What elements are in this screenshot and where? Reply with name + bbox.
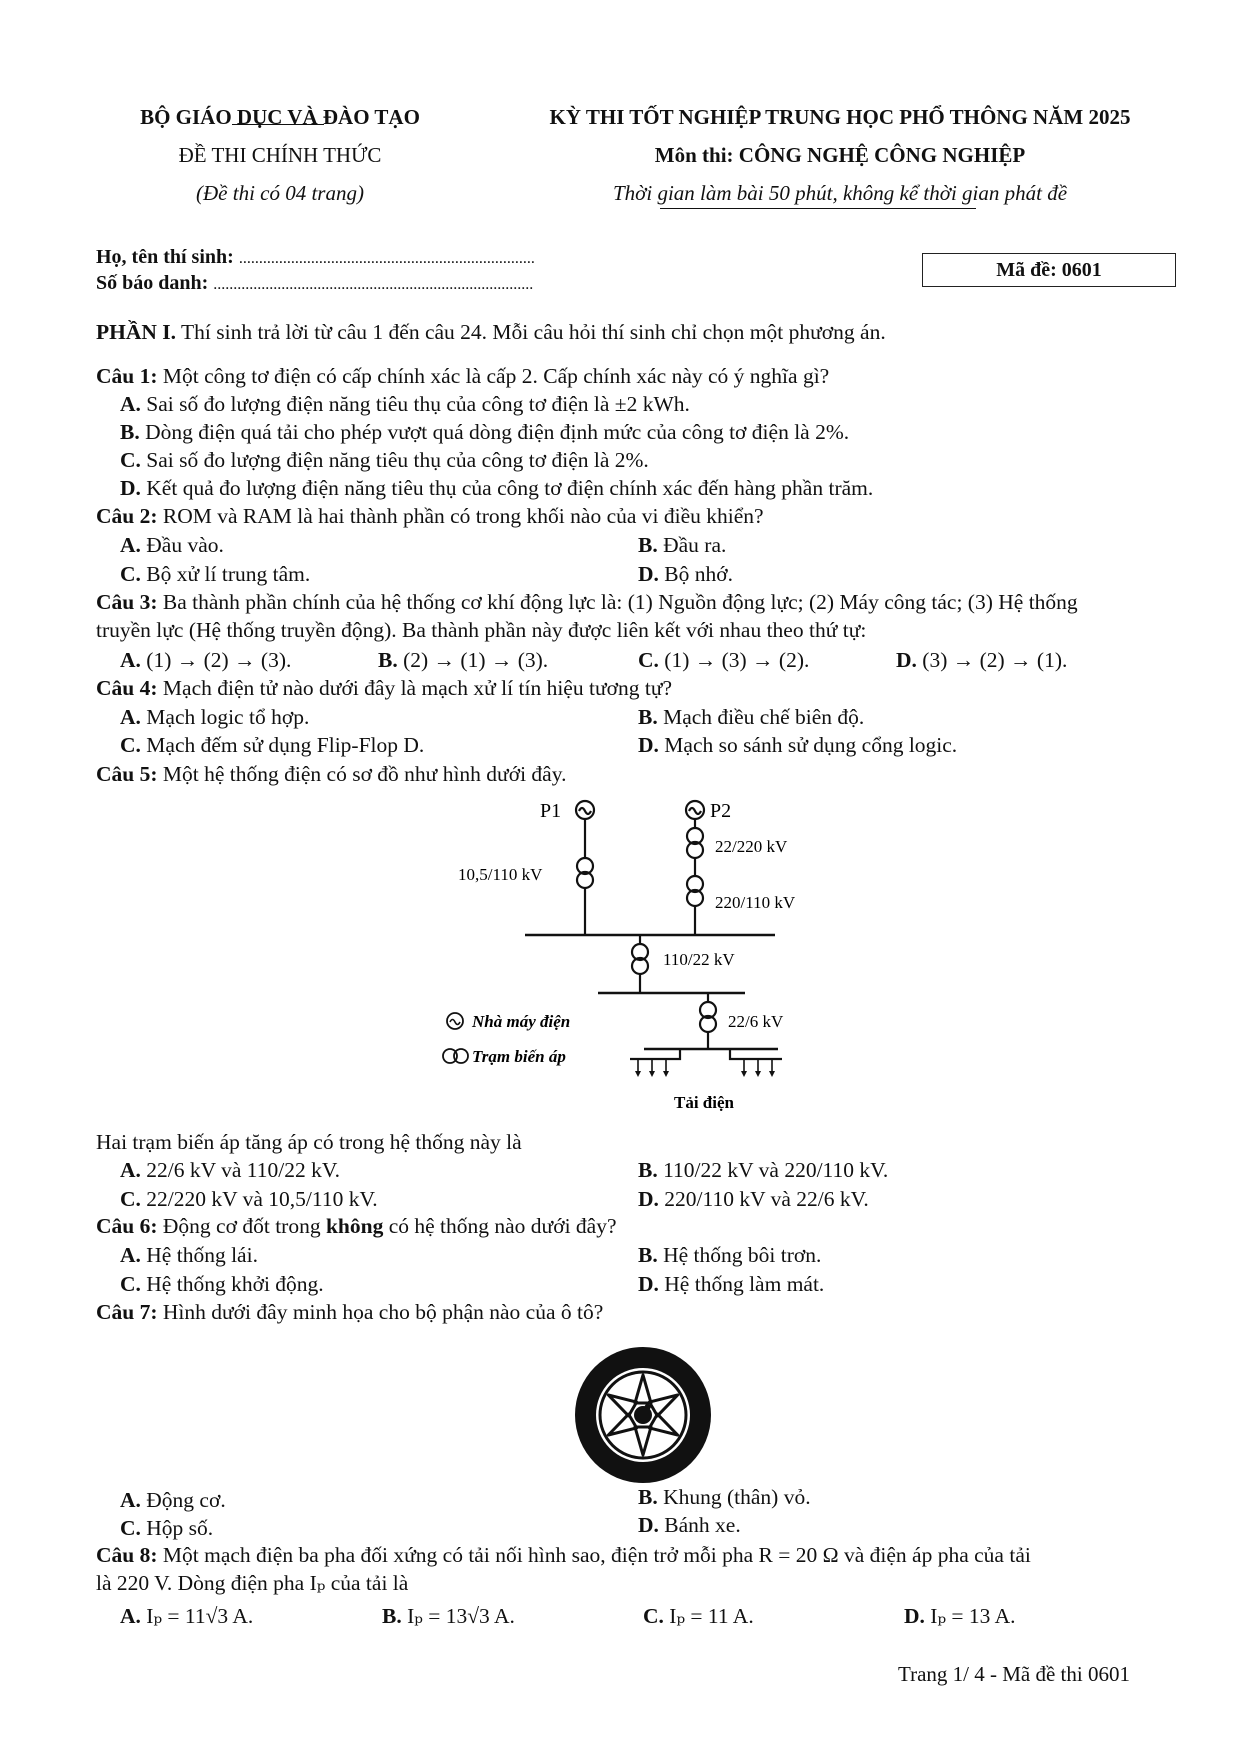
- section-instruction: Thí sinh trả lời từ câu 1 đến câu 24. Mỗi câu hỏi thí sinh chỉ chọn một phương án.: [181, 320, 886, 344]
- option-text: Iₚ = 13 A.: [930, 1604, 1016, 1628]
- q4-option-b[interactable]: [638, 705, 864, 730]
- t3-label: 220/110 kV: [715, 893, 796, 912]
- option-key: A.: [120, 1488, 141, 1512]
- question-text: Mạch điện tử nào dưới đây là mạch xử lí tín hiệu tương tự?: [162, 676, 673, 700]
- option-key: C.: [120, 733, 141, 757]
- option-text: Mạch logic tổ hợp.: [146, 705, 310, 729]
- question-text: Ba thành phần chính của hệ thống cơ khí động lực là: (1) Nguồn động lực; (2) Máy công tác; (3) Hệ thống: [162, 590, 1078, 614]
- p2-label: P2: [710, 800, 732, 822]
- option-key: A.: [120, 1243, 141, 1267]
- option-key: D.: [120, 476, 141, 500]
- candidate-name-row: [96, 246, 535, 269]
- option-text: (2) → (1) → (3).: [403, 648, 549, 672]
- q1-option-a[interactable]: [120, 392, 690, 417]
- option-text: Bánh xe.: [664, 1513, 741, 1537]
- header-right: [490, 98, 1190, 212]
- option-text: Đầu vào.: [146, 533, 224, 557]
- option-text: Khung (thân) vỏ.: [663, 1485, 811, 1509]
- option-key: C.: [120, 448, 141, 472]
- q1-option-d[interactable]: [120, 476, 873, 501]
- question-number: Câu 1:: [96, 364, 158, 388]
- page-footer: Trang 1/ 4 - Mã đề thi 0601: [898, 1662, 1130, 1686]
- option-text: Sai số đo lượng điện năng tiêu thụ của công tơ điện là ±2 kWh.: [146, 392, 690, 416]
- candidate-id-label: Số báo danh:: [96, 272, 209, 294]
- question-1: [96, 364, 829, 389]
- section-heading: [96, 320, 886, 345]
- q2-option-a[interactable]: [120, 533, 224, 558]
- option-key: A.: [120, 533, 141, 557]
- q6-option-c[interactable]: [120, 1272, 324, 1297]
- q3-option-c[interactable]: [638, 648, 809, 673]
- p1-label: P1: [540, 800, 562, 822]
- question-text: Một công tơ điện có cấp chính xác là cấp 2. Cấp chính xác này có ý nghĩa gì?: [162, 364, 830, 388]
- option-key: B.: [638, 1243, 658, 1267]
- option-key: B.: [638, 705, 658, 729]
- option-text: Hệ thống làm mát.: [664, 1272, 825, 1296]
- ministry-name: BỘ GIÁO DỤC VÀ ĐÀO TẠO: [140, 105, 420, 129]
- option-text: Dòng điện quá tải cho phép vượt quá dòng điện định mức của công tơ điện là 2%.: [145, 420, 850, 444]
- option-text: Bộ nhớ.: [664, 562, 733, 586]
- q5-option-c[interactable]: [120, 1187, 378, 1212]
- ministry-underline: [232, 124, 324, 125]
- q4-option-d[interactable]: [638, 733, 957, 758]
- option-text: Iₚ = 11√3 A.: [146, 1604, 254, 1628]
- option-key: D.: [638, 1513, 659, 1537]
- wheel-image: [573, 1345, 713, 1485]
- option-key: A.: [120, 1604, 141, 1628]
- question-number: Câu 8:: [96, 1543, 158, 1567]
- q3-option-d[interactable]: [896, 648, 1067, 673]
- section-label: PHẦN I.: [96, 320, 177, 344]
- option-key: A.: [120, 648, 141, 672]
- question-7: [96, 1300, 603, 1325]
- option-text: Kết quả đo lượng điện năng tiêu thụ của công tơ điện chính xác đến hàng phần trăm.: [146, 476, 874, 500]
- option-key: B.: [120, 420, 140, 444]
- question-2: [96, 504, 764, 529]
- option-text: 110/22 kV và 220/110 kV.: [663, 1158, 889, 1182]
- q7-option-b[interactable]: [638, 1485, 811, 1510]
- question-8-line2: là 220 V. Dòng điện pha Iₚ của tải là: [96, 1571, 409, 1595]
- q1-option-b[interactable]: [120, 420, 849, 445]
- option-key: C.: [120, 1187, 141, 1211]
- subject-label: Môn thi: CÔNG NGHỆ CÔNG NGHIỆP: [654, 143, 1026, 167]
- q2-option-c[interactable]: [120, 562, 310, 587]
- option-key: A.: [120, 705, 141, 729]
- load-label: Tải điện: [674, 1093, 734, 1112]
- time-note-underline: [660, 208, 976, 209]
- option-key: C.: [643, 1604, 664, 1628]
- option-text: Đầu ra.: [663, 533, 727, 557]
- question-number: Câu 3:: [96, 590, 158, 614]
- question-number: Câu 2:: [96, 504, 158, 528]
- option-text: Hệ thống bôi trơn.: [663, 1243, 822, 1267]
- q8-option-c[interactable]: [643, 1604, 754, 1629]
- question-5-line2: Hai trạm biến áp tăng áp có trong hệ thống này là: [96, 1130, 522, 1154]
- question-5: [96, 762, 566, 787]
- question-number: Câu 4:: [96, 676, 158, 700]
- emphasis-not: không: [325, 1214, 384, 1238]
- candidate-id-row: [96, 272, 533, 295]
- q4-option-a[interactable]: [120, 705, 309, 730]
- candidate-id-dots: ................................................................................: [213, 276, 534, 293]
- q5-option-a[interactable]: [120, 1158, 340, 1183]
- question-number: Câu 7:: [96, 1300, 158, 1324]
- option-key: B.: [638, 533, 658, 557]
- option-text: Hệ thống lái.: [146, 1243, 258, 1267]
- option-key: D.: [638, 733, 659, 757]
- t1-label: 10,5/110 kV: [458, 865, 543, 884]
- option-text: (1) → (2) → (3).: [146, 648, 292, 672]
- q8-option-b[interactable]: [382, 1604, 515, 1629]
- candidate-name-label: Họ, tên thí sinh:: [96, 246, 234, 268]
- official-label: ĐỀ THI CHÍNH THỨC: [178, 143, 382, 167]
- option-text: Mạch đếm sử dụng Flip-Flop D.: [146, 733, 425, 757]
- power-system-diagram: [430, 795, 830, 1125]
- option-text: Hộp số.: [146, 1516, 214, 1540]
- question-3: [96, 590, 1078, 615]
- q6-option-a[interactable]: [120, 1243, 258, 1268]
- question-4: [96, 676, 672, 701]
- option-text: 220/110 kV và 22/6 kV.: [664, 1187, 869, 1211]
- option-key: B.: [638, 1485, 658, 1509]
- q1-option-c[interactable]: [120, 448, 649, 473]
- pages-note: (Đề thi có 04 trang): [196, 181, 364, 205]
- option-key: A.: [120, 1158, 141, 1182]
- q5-option-d[interactable]: [638, 1187, 869, 1212]
- option-key: D.: [638, 562, 659, 586]
- t4-label: 110/22 kV: [663, 950, 735, 969]
- q6-option-d[interactable]: [638, 1272, 824, 1297]
- option-text: Mạch so sánh sử dụng cổng logic.: [664, 733, 958, 757]
- option-text: (1) → (3) → (2).: [664, 648, 810, 672]
- q8-option-d[interactable]: [904, 1604, 1016, 1629]
- exam-code-box: Mã đề: 0601: [922, 253, 1176, 287]
- option-key: C.: [638, 648, 659, 672]
- candidate-name-dots: ..........................................................................: [238, 250, 535, 267]
- option-text: 22/6 kV và 110/22 kV.: [146, 1158, 340, 1182]
- t2-label: 22/220 kV: [715, 837, 788, 856]
- time-note: Thời gian làm bài 50 phút, không kể thời gian phát đề: [612, 181, 1068, 205]
- option-text: (3) → (2) → (1).: [922, 648, 1068, 672]
- question-text: Một hệ thống điện có sơ đồ như hình dưới đây.: [162, 762, 567, 786]
- option-text: Mạch điều chế biên độ.: [663, 705, 865, 729]
- option-key: B.: [382, 1604, 402, 1628]
- option-key: D.: [904, 1604, 925, 1628]
- legend-plant: Nhà máy điện: [472, 1012, 571, 1031]
- q6-option-b[interactable]: [638, 1243, 821, 1268]
- question-text: Hình dưới đây minh họa cho bộ phận nào của ô tô?: [162, 1300, 604, 1324]
- option-key: D.: [896, 648, 917, 672]
- option-text: Iₚ = 11 A.: [669, 1604, 754, 1628]
- q3-option-a[interactable]: [120, 648, 291, 673]
- question-text: ROM và RAM là hai thành phần có trong khối nào của vi điều khiển?: [162, 504, 764, 528]
- option-text: Hệ thống khởi động.: [146, 1272, 324, 1296]
- t5-label: 22/6 kV: [728, 1012, 784, 1031]
- option-key: A.: [120, 392, 141, 416]
- option-key: D.: [638, 1187, 659, 1211]
- exam-title: KỲ THI TỐT NGHIỆP TRUNG HỌC PHỔ THÔNG NĂM 2025: [549, 105, 1131, 129]
- question-number: Câu 5:: [96, 762, 158, 786]
- q3-option-b[interactable]: [378, 648, 548, 673]
- option-key: C.: [120, 1272, 141, 1296]
- q2-option-b[interactable]: [638, 533, 726, 558]
- question-3-line2: truyền lực (Hệ thống truyền động). Ba thành phần này được liên kết với nhau theo thứ tự:: [96, 618, 867, 642]
- q7-option-d[interactable]: [638, 1513, 741, 1538]
- q4-option-c[interactable]: [120, 733, 424, 758]
- question-6: Câu 6: Động cơ đốt trong không có hệ thống nào dưới đây?: [96, 1214, 617, 1238]
- option-key: C.: [120, 1516, 141, 1540]
- question-8: [96, 1543, 1031, 1568]
- legend-transformer: Trạm biến áp: [472, 1047, 566, 1066]
- q5-option-b[interactable]: [638, 1158, 888, 1183]
- option-text: 22/220 kV và 10,5/110 kV.: [146, 1187, 378, 1211]
- q8-option-a[interactable]: [120, 1604, 253, 1629]
- q7-option-a[interactable]: [120, 1488, 226, 1513]
- question-text: Một mạch điện ba pha đối xứng có tải nối hình sao, điện trở mỗi pha R = 20 Ω và điện áp pha của tải: [162, 1543, 1031, 1567]
- option-key: B.: [638, 1158, 658, 1182]
- option-key: D.: [638, 1272, 659, 1296]
- option-text: Bộ xử lí trung tâm.: [146, 562, 311, 586]
- option-text: Động cơ.: [146, 1488, 226, 1512]
- question-number: Câu 6:: [96, 1214, 158, 1238]
- option-text: Sai số đo lượng điện năng tiêu thụ của công tơ điện là 2%.: [146, 448, 649, 472]
- option-key: C.: [120, 562, 141, 586]
- q7-option-c[interactable]: [120, 1516, 213, 1541]
- option-text: Iₚ = 13√3 A.: [407, 1604, 515, 1628]
- q2-option-d[interactable]: [638, 562, 733, 587]
- header-left: [100, 98, 460, 212]
- option-key: B.: [378, 648, 398, 672]
